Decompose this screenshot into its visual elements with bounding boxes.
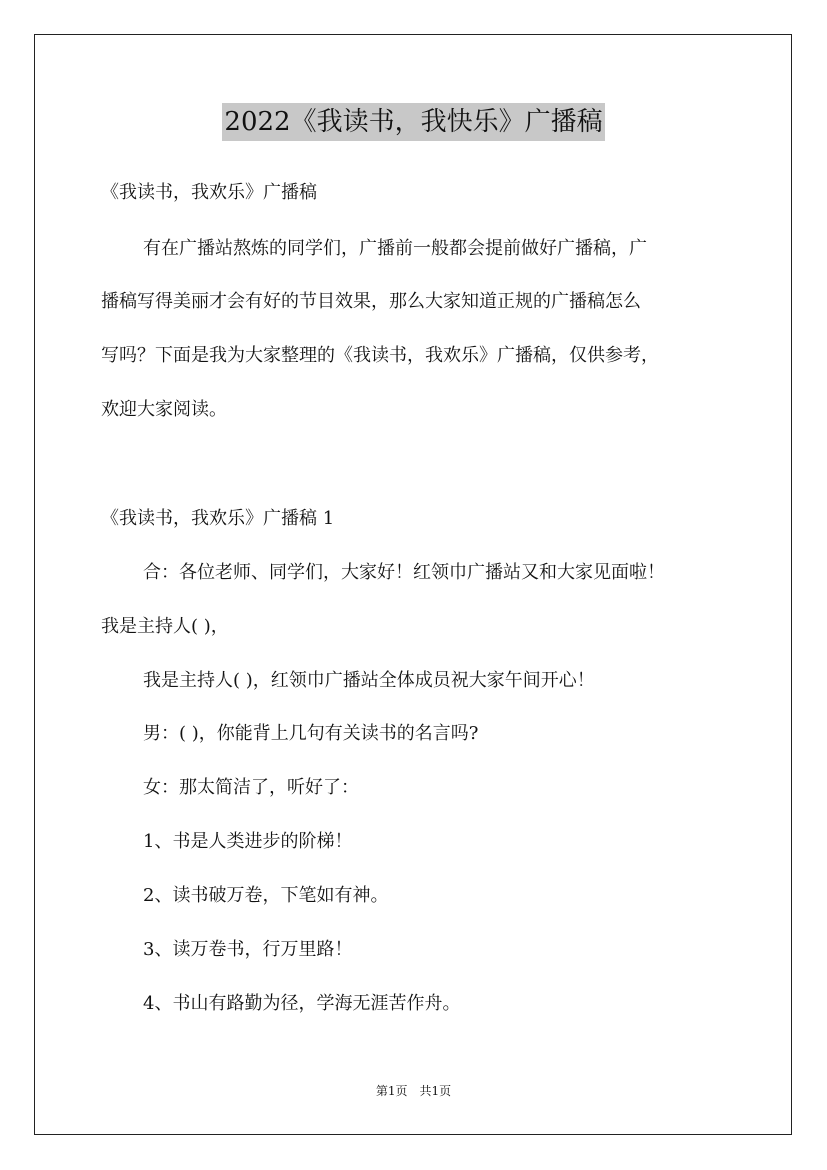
- list-item-2: 2、读书破万卷，下笔如有神。: [143, 885, 389, 906]
- intro-line-2: 播稿写得美丽才会有好的节目效果，那么大家知道正规的广播稿怎么: [101, 291, 641, 312]
- page-total: 共1页: [419, 1084, 452, 1098]
- list-item-3: 3、读万卷书，行万里路！: [143, 939, 353, 960]
- body-line-3: 我是主持人( )，红领巾广播站全体成员祝大家午间开心！: [143, 670, 595, 691]
- title-wrap: [0, 103, 827, 141]
- list-item-4: 4、书山有路勤为径，学海无涯苦作舟。: [143, 993, 461, 1014]
- body-line-2: 我是主持人( )，: [101, 616, 229, 637]
- document-title: 2022《我读书，我快乐》广播稿: [222, 103, 604, 141]
- intro-line-3: 写吗？下面是我为大家整理的《我读书，我欢乐》广播稿，仅供参考，: [101, 345, 659, 366]
- intro-line-1: 有在广播站熬炼的同学们，广播前一般都会提前做好广播稿，广: [143, 238, 647, 259]
- section-heading: 《我读书，我欢乐》广播稿 1: [101, 508, 335, 529]
- document-subtitle: 《我读书，我欢乐》广播稿: [101, 182, 317, 203]
- page-number: 第1页: [375, 1084, 408, 1098]
- page-footer: [0, 1083, 827, 1099]
- intro-line-4: 欢迎大家阅读。: [101, 399, 227, 420]
- body-line-4: 男：( )，你能背上几句有关读书的名言吗?: [143, 723, 479, 744]
- body-line-5: 女：那太简洁了，听好了：: [143, 777, 359, 798]
- body-line-1: 合：各位老师、同学们，大家好！红领巾广播站又和大家见面啦！: [143, 562, 665, 583]
- list-item-1: 1、书是人类进步的阶梯！: [143, 831, 353, 852]
